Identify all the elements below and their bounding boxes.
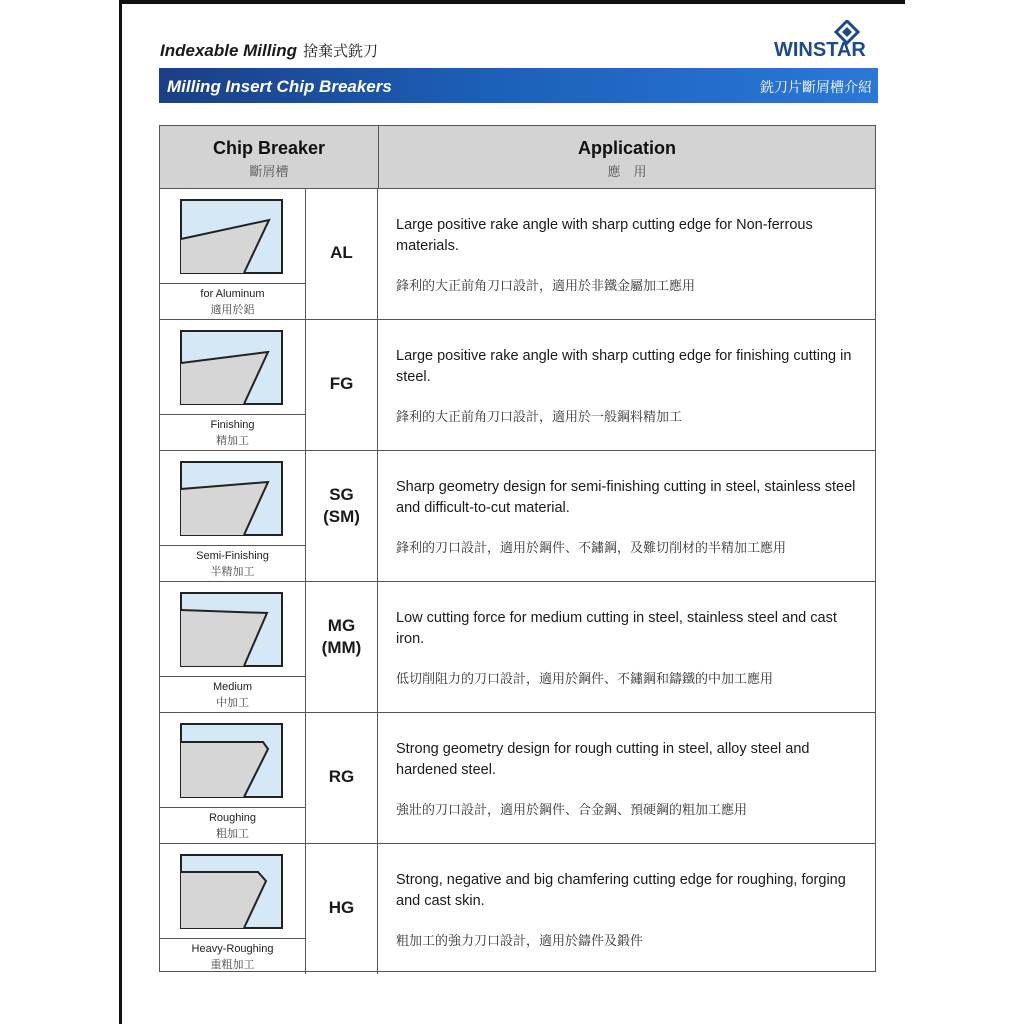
description-en: Strong geometry design for rough cutting in steel, alloy steel and hardened steel. [396,741,810,778]
application-cell [379,844,875,974]
caption-zh: 適用於鋁 [210,304,255,316]
application-cell [379,189,875,319]
chip-breaker-cell [160,713,306,843]
description-zh: 鋒利的大正前角刀口設計，適用於一般鋼料精加工 [396,409,683,424]
insert-profile-al-icon [180,199,283,274]
table-row-mg [160,582,875,713]
caption [160,676,305,713]
title-english: Indexable Milling [160,41,297,60]
chip-breaker-cell [160,582,306,712]
chip-breaker-cell [160,451,306,581]
breaker-code: SG [329,485,354,504]
breaker-code: FG [329,374,354,393]
header-chip-breaker [160,126,379,188]
code-cell [306,713,378,843]
description-zh: 粗加工的強力刀口設計，適用於鑄件及鍛件 [396,933,644,948]
caption-en: for Aluminum [200,288,265,300]
title-chinese: 捨棄式銑刀 [302,43,378,60]
insert-profile-sg-icon [180,461,283,536]
description-en: Strong, negative and big chamfering cutting edge for roughing, forging and cast skin. [396,872,846,909]
winstar-logo [774,20,880,62]
table-row-sg [160,451,875,582]
band-title-english: Milling Insert Chip Breakers [167,77,392,96]
band-title-chinese: 銑刀片斷屑槽介紹 [760,79,872,95]
header-application-zh: 應 用 [607,164,647,179]
caption-zh: 精加工 [216,435,249,447]
caption-en: Medium [212,681,253,693]
chip-breaker-cell [160,844,306,974]
page-title [160,40,378,61]
breaker-code: MG [327,616,356,635]
table-row-al [160,189,875,320]
caption [160,414,305,451]
caption-zh: 粗加工 [216,828,249,840]
description-zh: 強壯的刀口設計，適用於鋼件、合金鋼、預硬鋼的粗加工應用 [396,802,748,817]
chip-breaker-cell [160,189,306,319]
breaker-code-alt: (SM) [323,507,360,526]
table-row-rg [160,713,875,844]
section-band [159,68,878,103]
table-row-fg [160,320,875,451]
caption [160,545,305,582]
breaker-code-alt: (MM) [321,638,362,657]
code-cell [306,844,378,974]
caption-zh: 半精加工 [210,566,255,578]
code-cell [306,189,378,319]
table-row-hg [160,844,875,974]
logo-wordmark: WINSTAR [774,39,866,61]
caption-zh: 中加工 [216,697,249,709]
description-zh: 鋒利的刀口設計，適用於鋼件、不鏽鋼，及難切削材的半精加工應用 [396,540,787,555]
caption-zh: 重粗加工 [210,959,255,971]
description-en: Large positive rake angle with sharp cutting edge for finishing cutting in steel. [396,348,852,385]
breaker-code: HG [328,898,355,917]
breaker-code: RG [328,767,355,786]
code-cell [306,320,378,450]
description-zh: 鋒利的大正前角刀口設計，適用於非鐵金屬加工應用 [396,278,696,293]
code-cell [306,582,378,712]
insert-profile-hg-icon [180,854,283,929]
application-cell [379,451,875,581]
caption-en: Finishing [210,419,255,431]
chip-breaker-table [159,125,876,972]
caption [160,938,305,975]
insert-profile-mg-icon [180,592,283,667]
application-cell [379,582,875,712]
header-chip-breaker-zh: 斷屑槽 [249,164,289,179]
caption-en: Semi-Finishing [196,550,269,562]
description-en: Low cutting force for medium cutting in steel, stainless steel and cast iron. [396,610,837,647]
breaker-code: AL [330,243,353,262]
application-cell [379,320,875,450]
table-header [160,126,875,189]
caption-en: Heavy-Roughing [191,943,274,955]
header-application-en: Application [578,138,676,158]
code-cell [306,451,378,581]
chip-breaker-cell [160,320,306,450]
insert-profile-rg-icon [180,723,283,798]
application-cell [379,713,875,843]
insert-profile-fg-icon [180,330,283,405]
caption [160,807,305,844]
description-en: Large positive rake angle with sharp cutting edge for Non-ferrous materials. [396,217,813,254]
description-zh: 低切削阻力的刀口設計，適用於鋼件、不鏽鋼和鑄鐵的中加工應用 [396,671,774,686]
caption [160,283,305,320]
header-application [379,126,875,188]
description-en: Sharp geometry design for semi-finishing cutting in steel, stainless steel and difficult-to-cut material. [396,479,856,516]
caption-en: Roughing [208,812,257,824]
header-chip-breaker-en: Chip Breaker [212,138,326,158]
